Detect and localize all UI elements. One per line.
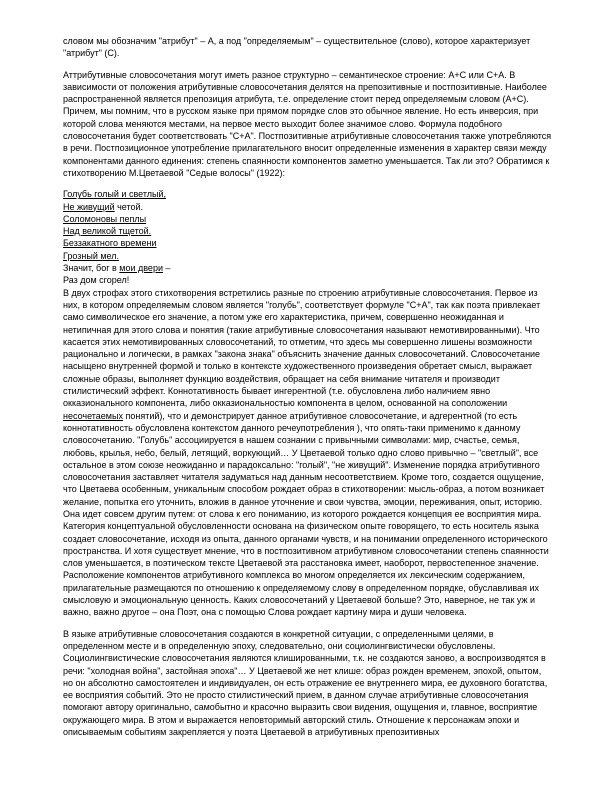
poem-line-text: Раз дом сгорел! <box>63 275 130 286</box>
paragraph-sociolinguistic: В языке атрибутивные словосочетания создаются в конкретной ситуации, с определенными целями, в определенном месте и в определенную эпоху, следовательно, они социолингвистически обусловлены. Социолингвистические словосочетания являются клишированными, т.к. не создаются заново, а воспроизводятся в речи: "холодная война", застойная эпоха"… У Цветаевой же нет клише: образ рожден временем, эпохой, опытом, но он абсолютно самостоятелен и индивидуален, он есть отражение ее внутреннего мира, ее духовного богатства, ее восприятия событий. Это не просто стилистический прием, в данном случае атрибутивные словосочетания помогают автору оригинально, самобытно и красочно выразить свои видения, ощущения и, главное, восприятие окружающего мира. В этом и выражается неповторимый авторский стиль. Отношение к персонажам эпохи и описываемым событиям закрепляется у поэта Цветаевой в атрибутивных препозитивных <box>63 628 548 738</box>
underlined-phrase: мои двери <box>119 263 163 274</box>
underlined-phrase: Над великой тщетой. <box>63 226 152 237</box>
intro-paragraph: словом мы обозначим "атрибут" – А, а под "определяемым" – существительное (слово), которое характеризует "атрибут" (С). <box>63 36 531 59</box>
poem-line <box>63 213 553 225</box>
text-column <box>63 35 553 747</box>
paragraph-poem-analysis <box>63 287 553 619</box>
paragraph-attributive-structure: Аттрибутивные словосочетания могут иметь разное структурно – семантическое строение: А+С или С+А. В зависимости от положения атрибутивные словосочетания делятся на препозитивные и постпозитивные. Наиболее распространенной является препозиция атрибута, т.е. определение стоит перед определяемым словом (А+С). Причем, мы помним, что в русском языке при прямом порядке слов это обычное явление. Но есть инверсия, при которой слова меняются местами, на первое место выходит более значимое слово. Формула подобного словосочетания будет соответствовать "С+А". Постпозитивные атрибутивные словосочетания также употребляются в речи. Постпозиционное употребление прилагательного вносит определенные изменения в характер связи между компонентами данного единения: степень спаянности компонентов заметно уменьшается. Так ли это? Обратимся к стихотворению М.Цветаевой "Седые волосы" (1922): <box>63 69 552 178</box>
poem-line <box>63 225 553 237</box>
poem-excerpt <box>63 188 553 286</box>
poem-line-text: четой. <box>114 201 144 212</box>
poem-line <box>63 237 553 249</box>
analysis-text-end: понятий), что и демонстрирует данное атрибутивное словосочетание, и адгерентной (то есть коннотативность обусловлена контекстом данного речеупотребления ), что опять-таки применимо к данному словосочетанию. "Голубь" ассоциируется в нашем сознании с привычными символами: мир, счастье, семья, любовь, крылья, небо, белый, летящий, воркующий… У Цветаевой только одно слово привычно – "светлый", все остальное в этом союзе неожиданно и парадоксально: "голый", "не живущий". Изменение порядка атрибутивного словосочетания заставляет читателя задуматься над данным несоответствием. Кроме того, создается ощущение, что Цветаева особенным, уникальным способом рождает образ в стихотворении: мысль-образ, а потом возникает желание, попытка его уточнить, вложив в данное уточнение и свои чувства, эмоции, переживания, опыт, историю. Она идет совсем другим путем: от слова к его пониманию, из которого рождается концепция ее восприятия мира. Категория концептуальной обусловленности основана на физическом опыте говорящего, то есть носитель языка создает словосочетание, исходя из опыта, данного органами чувств, и на понимании определенного исторического пространства. И хотя существует мнение, что в постпозитивном атрибутивном словосочетании степень спаянности слов уменьшается, в поэтическом тексте Цветаевой эта расстановка имеет, наоборот, первостепенное значение. Расположение компонентов атрибутивного комплекса во многом определяется их лексическим содержанием, прилагательные размещаются по отношению к определяемому слову в определенном порядке, обуславливая их смысловую и эмоциональную ценность. Каких словосочетаний у Цветаевой больше? Это, наверное, не так уж и важно, важно другое – она Поэт, она с помощью Слова рождает картину мира и души человека. <box>63 410 549 618</box>
underlined-phrase: Не живущий <box>63 201 115 212</box>
analysis-text-start: В двух строфах этого стихотворения встретились разные по строению атрибутивные словосочетания. Первое из них, в котором определяемым словом является "голубь", соответствует формуле "С+А", так как поэта привлекает само символическое его значение, а потом уже его характеристика, причем, совершенно неожиданная и нетипичная для этого слова и понятия (такие атрибутивные словосочетания называют немотивированными). Что касается этих немотивированных словосочетаний, то отметим, что здесь мы совершенно лишены возможности рационально и логически, в рамках "закона знака" объяснить значение данных словосочетаний. Словосочетание насыщено внутренней формой и только в контексте художественного произведения обретает смысл, выражает сложные образы, выполняет функцию воздействия, обращает на себя внимание читателя и производит стилистический эффект. Коннотативность бывает ингерентной (т.е. обусловлена либо наличием явно окказионального компонента, либо окказиональностью компонента в целом, основанной на соположении <box>63 287 541 409</box>
poem-line-text: Значит, бог в <box>63 263 120 274</box>
poem-line <box>63 262 553 274</box>
poem-line-text: – <box>162 263 171 274</box>
poem-line <box>63 201 553 213</box>
underlined-phrase: Голубь голый и светлый, <box>63 189 167 200</box>
underlined-phrase: Грозный мел. <box>63 250 120 261</box>
poem-line <box>63 250 553 262</box>
underlined-phrase: Беззакатного времени <box>63 238 157 249</box>
poem-line <box>63 188 553 200</box>
poem-line <box>63 274 553 286</box>
underlined-word: несочетаемых <box>63 410 123 421</box>
underlined-phrase: Соломоновы пеплы <box>63 213 147 224</box>
